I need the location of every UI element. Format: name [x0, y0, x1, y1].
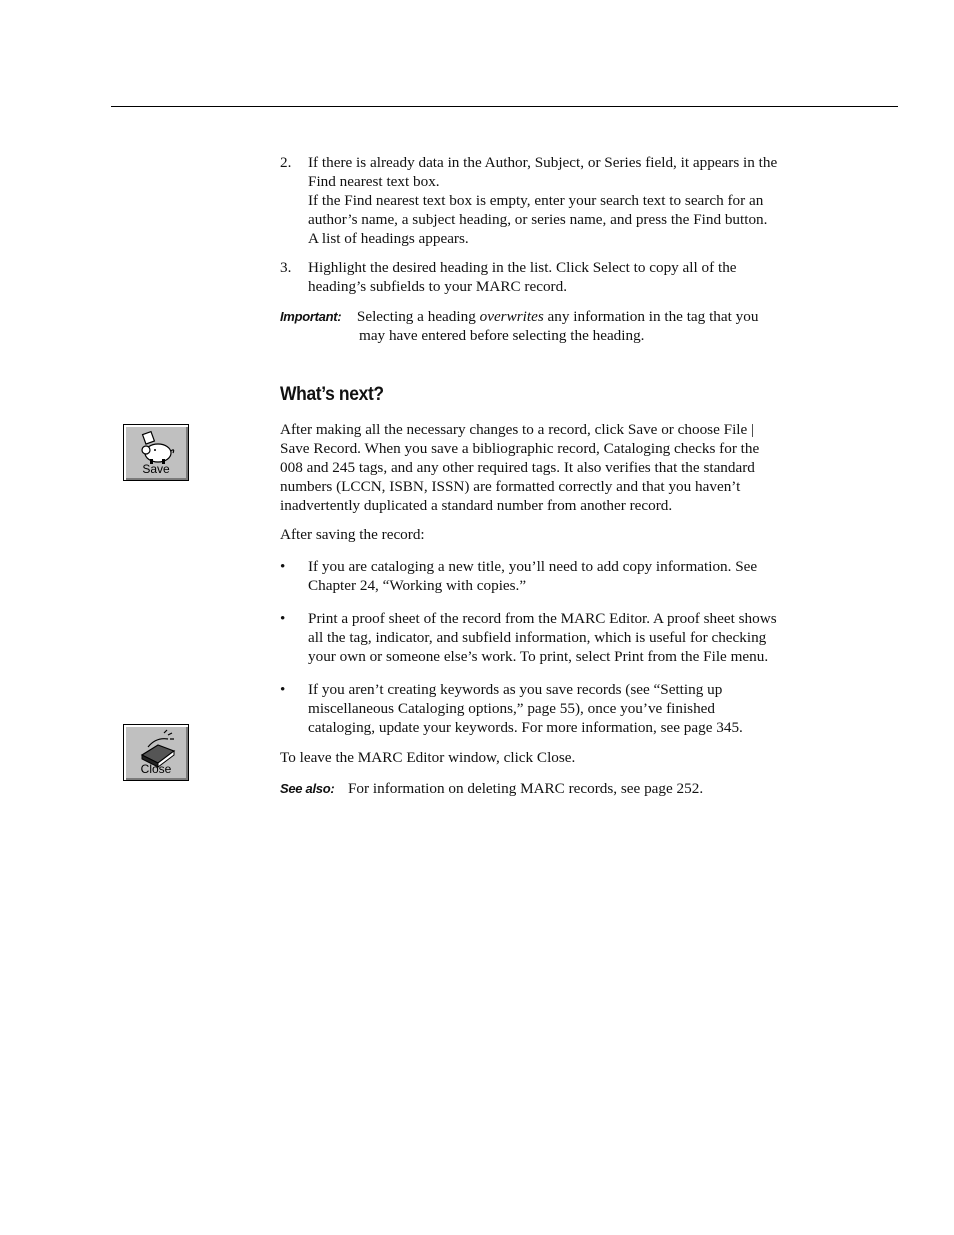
leave-text: To leave the MARC Editor window, click Close.	[280, 749, 576, 766]
bullet-item	[280, 609, 840, 666]
see-also-note	[280, 779, 840, 798]
step-line: heading’s subfields to your MARC record.	[308, 278, 567, 295]
intro-line: After making all the necessary changes to a record, click Save or choose File |	[280, 421, 755, 438]
bullet-mark: •	[280, 610, 286, 627]
bullet-line: If you aren’t creating keywords as you save records (see “Setting up	[308, 681, 723, 698]
intro-line: 008 and 245 tags, and any other required tags. It also verifies that the standard	[280, 459, 755, 476]
intro-line: Save Record. When you save a bibliographic record, Cataloging checks for the	[280, 440, 760, 457]
save-button-label: Save	[142, 462, 170, 476]
step-line: A list of headings appears.	[308, 230, 469, 247]
intro-line: inadvertently duplicated a standard number from another record.	[280, 497, 673, 514]
step-2	[280, 153, 840, 248]
close-button[interactable]	[123, 724, 189, 781]
important-label: Important:	[280, 309, 342, 324]
step-line: If the Find nearest text box is empty, enter your search text to search for an	[308, 192, 764, 209]
important-note	[280, 307, 840, 345]
header-rule	[111, 106, 898, 107]
important-text-after: any information in the tag that you	[543, 308, 759, 325]
bullet-item	[280, 680, 840, 737]
bullet-line: Print a proof sheet of the record from the MARC Editor. A proof sheet shows	[308, 610, 777, 627]
step-number: 3.	[280, 259, 292, 276]
after-saving-text: After saving the record:	[280, 526, 425, 543]
save-button[interactable]	[123, 424, 189, 481]
see-also-label: See also:	[280, 781, 335, 796]
bullet-line: miscellaneous Cataloging options,” page 55), once you’ve finished	[308, 700, 716, 717]
step-number: 2.	[280, 154, 292, 171]
important-emphasis: overwrites	[479, 308, 544, 325]
section-heading: What’s next?	[280, 384, 384, 405]
intro-line: numbers (LCCN, ISBN, ISSN) are formatted correctly and that you haven’t	[280, 478, 741, 495]
bullet-line: your own or someone else’s work. To print, select Print from the File menu.	[308, 648, 769, 665]
close-button-label: Close	[140, 762, 172, 776]
bullet-mark: •	[280, 681, 286, 698]
bullet-line: If you are cataloging a new title, you’ll need to add copy information. See	[308, 558, 758, 575]
step-line: Find nearest text box.	[308, 173, 440, 190]
step-line: Highlight the desired heading in the list. Click Select to copy all of the	[308, 259, 737, 276]
bullet-item	[280, 557, 840, 595]
step-line: If there is already data in the Author, Subject, or Series field, it appears in the	[308, 154, 778, 171]
important-line-2: may have entered before selecting the heading.	[359, 327, 645, 344]
see-also-text: For information on deleting MARC records, see page 252.	[347, 780, 704, 797]
bullet-line: all the tag, indicator, and subfield information, which is useful for checking	[308, 629, 767, 646]
bullet-mark: •	[280, 558, 286, 575]
important-text-before: Selecting a heading	[356, 308, 480, 325]
bullet-line: Chapter 24, “Working with copies.”	[308, 577, 527, 594]
step-3	[280, 258, 840, 296]
intro-paragraph	[280, 420, 840, 515]
step-line: author’s name, a subject heading, or series name, and press the Find button.	[308, 211, 768, 228]
bullet-line: cataloging, update your keywords. For more information, see page 345.	[308, 719, 743, 736]
